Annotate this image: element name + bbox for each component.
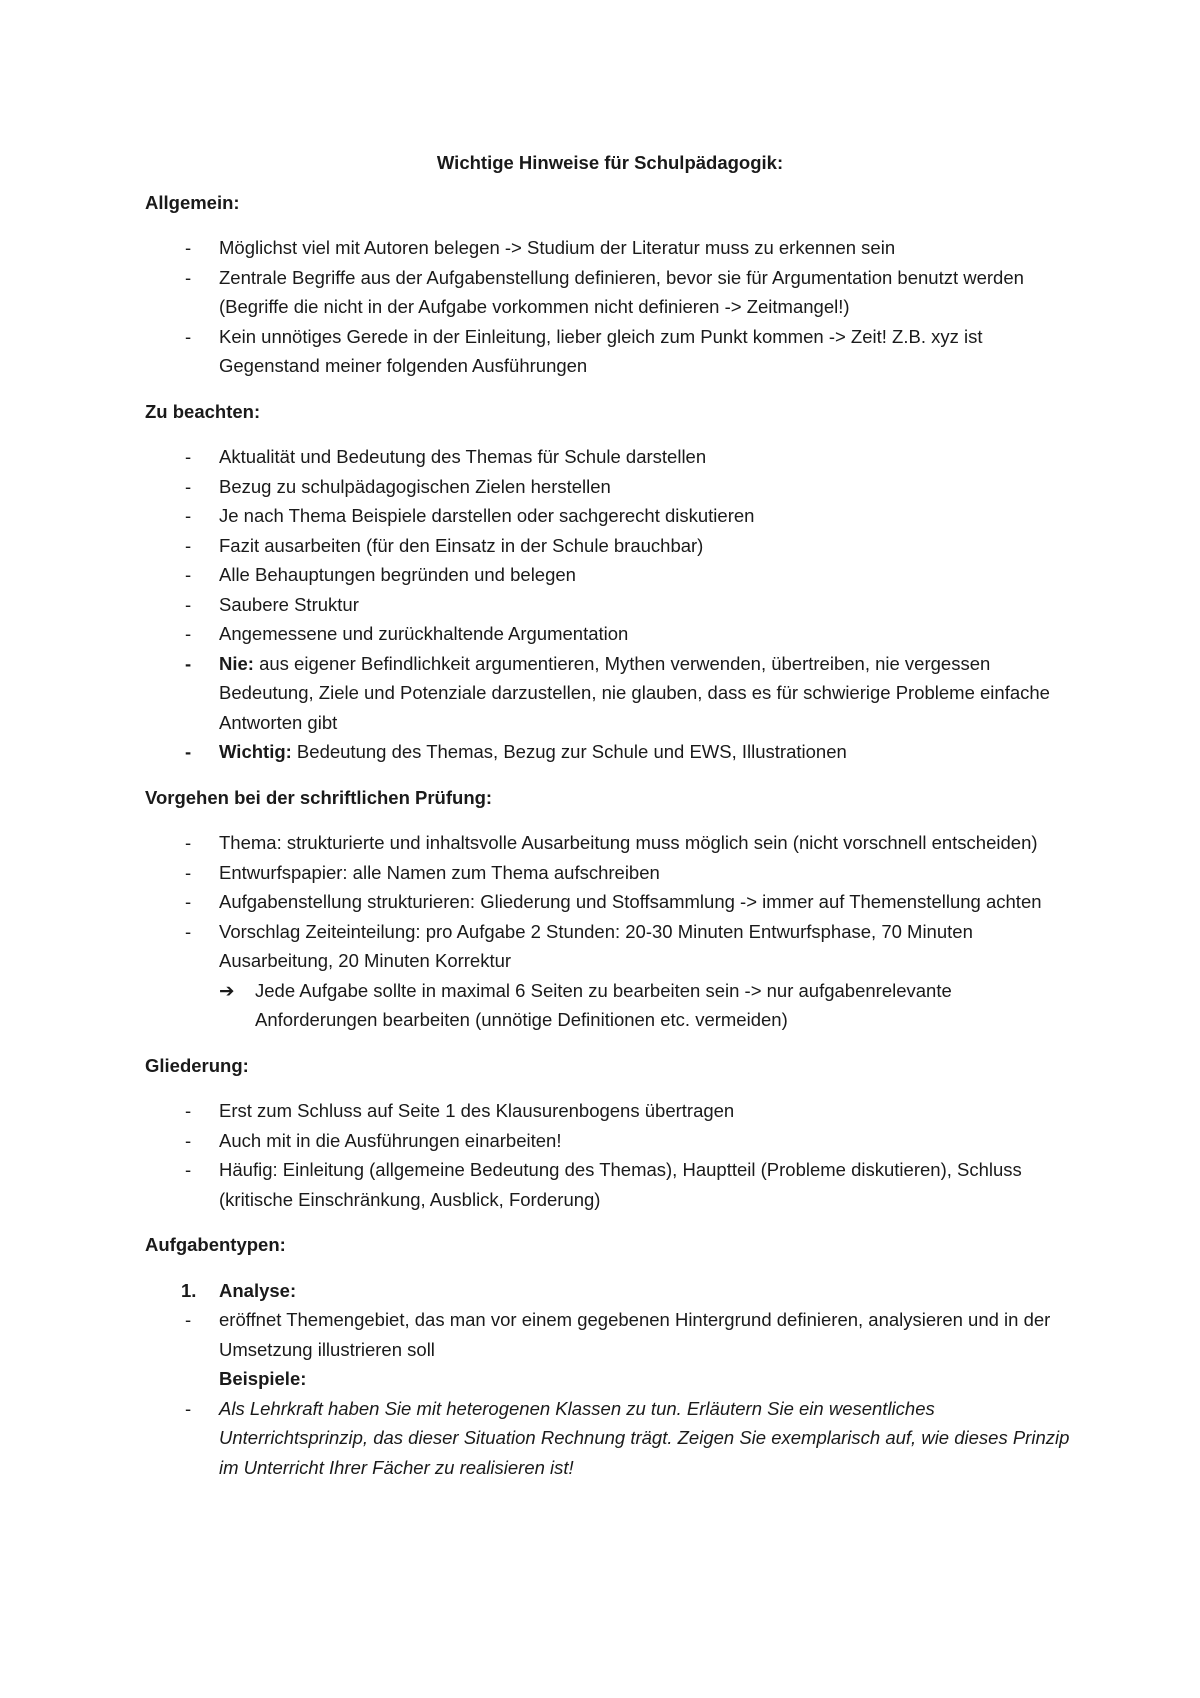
- list-item: [145, 828, 1075, 858]
- analyse-label: Analyse:: [219, 1279, 297, 1301]
- list-item: [145, 917, 1075, 976]
- arrow-list-item: [145, 976, 1075, 1035]
- list-gliederung: [145, 1096, 1075, 1214]
- list-item-text: Angemessene und zurückhaltende Argumentation: [219, 623, 629, 644]
- list-item: [145, 1096, 1075, 1126]
- list-item: [145, 619, 1075, 649]
- list-item: [145, 501, 1075, 531]
- dash-bullet: -: [185, 741, 192, 762]
- list-item-text: Aktualität und Bedeutung des Themas für Schule darstellen: [219, 446, 707, 467]
- list-item-text: Kein unnötiges Gerede in der Einleitung, lieber gleich zum Punkt kommen -> Zeit! Z.B. xyz ist Gegenstand meiner folgenden Ausführungen: [219, 325, 983, 376]
- list-item-text: Alle Behauptungen begründen und belegen: [219, 564, 576, 585]
- nie-text: aus eigener Befindlichkeit argumentieren, Mythen verwenden, übertreiben, nie vergessen Bedeutung, Ziele und Potenziale darzustellen, nie glauben, dass es für schwierige Probleme einfache Antworten gibt: [219, 652, 1050, 733]
- nie-label: Nie:: [219, 652, 254, 674]
- list-item-text: Häufig: Einleitung (allgemeine Bedeutung des Themas), Hauptteil (Probleme diskutieren), Schluss (kritische Einschränkung, Ausblick, Forderung): [219, 1159, 1022, 1210]
- arrow-item-text: Jede Aufgabe sollte in maximal 6 Seiten zu bearbeiten sein -> nur aufgabenrelevante Anforderungen bearbeiten (unnötige Definitionen etc. vermeiden): [255, 979, 952, 1030]
- list-item-wichtig: [145, 737, 1075, 767]
- list-aufgabentypen: [145, 1276, 1075, 1483]
- dash-bullet: -: [185, 861, 192, 883]
- analyse-description: eröffnet Themengebiet, das man vor einem gegebenen Hintergrund definieren, analysieren und in der Umsetzung illustrieren soll: [219, 1309, 1051, 1360]
- wichtig-label: Wichtig:: [219, 741, 292, 762]
- dash-bullet: -: [185, 325, 192, 347]
- list-item-text: Zentrale Begriffe aus der Aufgabenstellung definieren, bevor sie für Argumentation benutzt werden (Begriffe die nicht in der Aufgabe vorkommen nicht definieren -> Zeitmangel!): [219, 266, 1024, 317]
- heading-gliederung: Gliederung:: [145, 1054, 249, 1076]
- list-item-text: Je nach Thema Beispiele darstellen oder sachgerecht diskutieren: [219, 505, 755, 526]
- number-marker: 1.: [181, 1279, 197, 1301]
- dash-bullet: -: [185, 1309, 192, 1330]
- list-item-text: Bezug zu schulpädagogischen Zielen herstellen: [219, 475, 611, 497]
- list-item: [145, 233, 1075, 263]
- list-item: [145, 887, 1075, 917]
- list-item-text: Aufgabenstellung strukturieren: Gliederung und Stoffsammlung -> immer auf Themenstellung achten: [219, 891, 1042, 912]
- dash-bullet: -: [185, 505, 192, 526]
- dash-bullet: -: [185, 1397, 192, 1419]
- list-item-text: Saubere Struktur: [219, 593, 359, 615]
- dash-bullet: -: [185, 832, 192, 853]
- list-item-text: Erst zum Schluss auf Seite 1 des Klausurenbogens übertragen: [219, 1100, 735, 1121]
- numbered-item-analyse: [145, 1276, 1075, 1306]
- list-item-text: Auch mit in die Ausführungen einarbeiten!: [219, 1129, 562, 1151]
- list-zu-beachten: [145, 442, 1075, 767]
- list-item-text: Thema: strukturierte und inhaltsvolle Ausarbeitung muss möglich sein (nicht vorschnell entscheiden): [219, 832, 1038, 853]
- list-item: [145, 560, 1075, 590]
- list-item-text: Fazit ausarbeiten (für den Einsatz in der Schule brauchbar): [219, 534, 704, 556]
- dash-bullet: -: [185, 652, 192, 674]
- list-item: [145, 590, 1075, 620]
- list-item: [145, 1305, 1075, 1394]
- heading-allgemein: Allgemein:: [145, 191, 240, 213]
- list-item: [145, 1126, 1075, 1156]
- list-item: [145, 442, 1075, 472]
- list-item: [145, 472, 1075, 502]
- list-item-text: Entwurfspapier: alle Namen zum Thema aufschreiben: [219, 861, 660, 883]
- dash-bullet: -: [185, 891, 192, 912]
- dash-bullet: -: [185, 475, 192, 497]
- dash-bullet: -: [185, 534, 192, 556]
- dash-bullet: -: [185, 1100, 192, 1121]
- dash-bullet: -: [185, 1159, 192, 1180]
- dash-bullet: -: [185, 564, 192, 585]
- list-item: [145, 322, 1075, 381]
- dash-bullet: -: [185, 623, 192, 644]
- dash-bullet: -: [185, 920, 192, 942]
- dash-bullet: -: [185, 237, 192, 258]
- heading-zu-beachten: Zu beachten:: [145, 400, 261, 422]
- document-content: [145, 148, 1075, 1498]
- list-item: [145, 858, 1075, 888]
- beispiele-label: Beispiele:: [219, 1368, 307, 1389]
- list-vorgehen: [145, 828, 1075, 1035]
- dash-bullet: -: [185, 446, 192, 467]
- list-item: [145, 263, 1075, 322]
- wichtig-text: Bedeutung des Themas, Bezug zur Schule und EWS, Illustrationen: [291, 741, 847, 762]
- arrow-right-icon: ➔: [219, 979, 235, 1001]
- heading-aufgabentypen: Aufgabentypen:: [145, 1234, 286, 1255]
- dash-bullet: -: [185, 266, 192, 288]
- list-item-text: Möglichst viel mit Autoren belegen -> Studium der Literatur muss zu erkennen sein: [219, 237, 896, 258]
- list-item: [145, 1155, 1075, 1214]
- list-item-nie: [145, 649, 1075, 738]
- dash-bullet: -: [185, 593, 192, 615]
- list-allgemein: [145, 233, 1075, 381]
- list-item-example: [145, 1394, 1075, 1483]
- document-title: Wichtige Hinweise für Schulpädagogik:: [436, 152, 784, 173]
- example-text: Als Lehrkraft haben Sie mit heterogenen Klassen zu tun. Erläutern Sie ein wesentliches Unterrichtsprinzip, das dieser Situation Rechnung trägt. Zeigen Sie exemplarisch auf, wie dieses Prinzip im Unterricht Ihrer Fächer zu realisieren ist!: [219, 1397, 1070, 1478]
- dash-bullet: -: [185, 1129, 192, 1151]
- list-item: [145, 531, 1075, 561]
- heading-vorgehen: Vorgehen bei der schriftlichen Prüfung:: [145, 786, 493, 808]
- list-item-text: Vorschlag Zeiteinteilung: pro Aufgabe 2 Stunden: 20-30 Minuten Entwurfsphase, 70 Minuten Ausarbeitung, 20 Minuten Korrektur: [219, 920, 973, 971]
